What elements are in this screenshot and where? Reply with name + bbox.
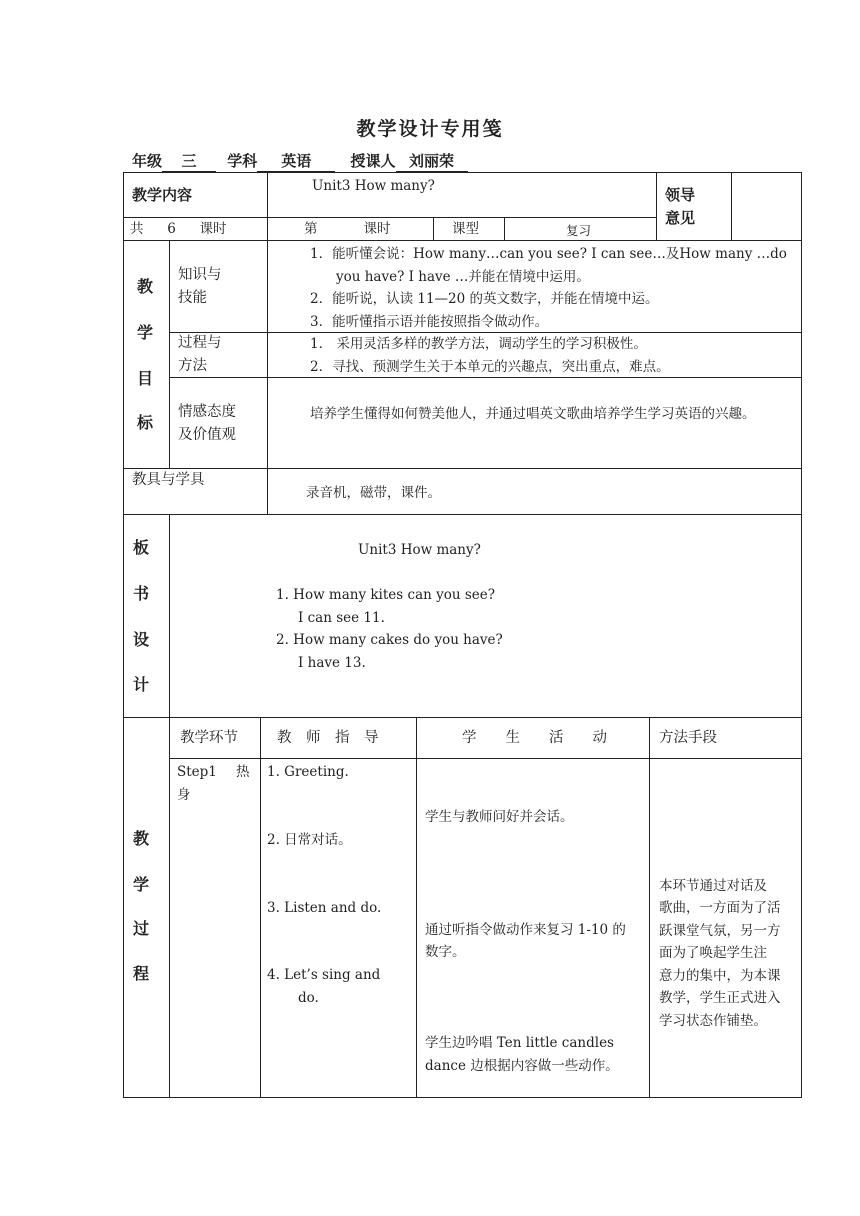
type-label: 课型: [452, 221, 479, 237]
student-activity-3a: 学生边吟唱 Ten little candles: [425, 1035, 614, 1051]
total-value: 6: [144, 218, 200, 241]
board-line-1: 1. How many kites can you see?: [276, 587, 495, 603]
process-label-2: 方法: [178, 358, 207, 374]
nth-hour: [304, 218, 391, 241]
col-header-teacher: 教 师 指 导: [277, 730, 379, 746]
nth-suffix: 课时: [363, 221, 391, 237]
type-value: 复习: [566, 223, 592, 238]
attitude-label-1: 情感态度: [178, 404, 236, 420]
knowledge-item-1: 1．能听懂会说：How many…can you see? I can see…及How many …do: [310, 246, 787, 262]
knowledge-item-1b: you have? I have …并能在情境中运用。: [336, 269, 590, 285]
step-label-2: 热: [236, 764, 250, 780]
attitude-text: 培养学生懂得如何赞美他人，并通过唱英文歌曲培养学生学习英语的兴趣。: [310, 406, 756, 422]
process-label-1: 过程与: [178, 335, 222, 351]
process-item-2: 2．寻找、预测学生关于本单元的兴趣点，突出重点，难点。: [310, 359, 670, 375]
col-header-stage: 教学环节: [180, 730, 238, 746]
board-line-2: I can see 11.: [298, 610, 385, 626]
header-row: [132, 150, 468, 172]
process-side-4: 程: [133, 964, 150, 983]
process-side-3: 过: [133, 919, 150, 938]
nth-prefix: 第: [304, 221, 318, 237]
total-hours: [130, 218, 227, 241]
goals-side-4: 标: [137, 413, 154, 432]
goals-side-3: 目: [137, 369, 154, 388]
total-prefix: 共: [130, 221, 144, 237]
knowledge-item-3: 3．能听懂指示语并能按照指令做动作。: [310, 314, 549, 330]
subject-label: 学科: [227, 152, 258, 170]
nth-value: [318, 218, 364, 241]
page-title: 教学设计专用笺: [356, 118, 504, 140]
teacher-value: 刘丽荣: [396, 150, 468, 172]
knowledge-label-1: 知识与: [178, 267, 222, 283]
tools-value: 录音机，磁带，课件。: [306, 485, 441, 501]
method-line-5: 意力的集中，为本课: [659, 968, 781, 984]
teacher-item-3: 3. Listen and do.: [267, 900, 382, 916]
process-side-1: 教: [133, 829, 150, 848]
teacher-item-4b: do.: [298, 990, 319, 1006]
teacher-item-4: 4. Let’s sing and: [267, 967, 381, 983]
step-label-3: 身: [177, 787, 191, 803]
board-line-3: 2. How many cakes do you have?: [276, 632, 503, 648]
method-line-4: 面为了唤起学生注: [659, 945, 767, 961]
attitude-label-2: 及价值观: [178, 427, 236, 443]
knowledge-label-2: 技能: [178, 290, 207, 306]
student-activity-1: 学生与教师问好并会话。: [425, 809, 574, 825]
method-line-7: 学习状态作铺垫。: [659, 1013, 767, 1029]
board-side-1: 板: [133, 538, 150, 557]
board-side-2: 书: [133, 584, 150, 603]
grade-value: 三: [162, 150, 216, 172]
student-activity-2b: 数字。: [425, 944, 466, 960]
student-activity-2a: 通过听指令做动作来复习 1-10 的: [425, 922, 626, 938]
teacher-label: 授课人: [350, 152, 396, 170]
board-line-4: I have 13.: [298, 655, 366, 671]
method-line-3: 跃课堂气氛，另一方: [659, 923, 781, 939]
method-line-2: 歌曲，一方面为了活: [659, 900, 781, 916]
goals-side-2: 学: [137, 323, 154, 342]
col-header-method: 方法手段: [659, 730, 717, 746]
method-line-1: 本环节通过对话及: [659, 878, 767, 894]
step-label: Step1: [177, 764, 217, 780]
board-side-3: 设: [133, 630, 150, 649]
grade-label: 年级: [132, 152, 163, 170]
student-activity-3b: dance 边根据内容做一些动作。: [425, 1058, 619, 1074]
board-title: Unit3 How many?: [358, 542, 481, 558]
content-label: 教学内容: [132, 186, 193, 204]
total-suffix: 课时: [199, 221, 227, 237]
process-side-2: 学: [133, 875, 150, 894]
goals-side-1: 教: [137, 277, 154, 296]
content-value: Unit3 How many?: [312, 178, 435, 194]
col-header-student: 学 生 活 动: [462, 730, 607, 746]
tools-label: 教具与学具: [132, 472, 205, 488]
teacher-item-2: 2. 日常对话。: [267, 832, 352, 848]
teacher-item-1: 1. Greeting.: [267, 764, 349, 780]
board-side-4: 计: [133, 675, 150, 694]
knowledge-item-2: 2．能听说，认读 11—20 的英文数字，并能在情境中运。: [310, 291, 659, 307]
leader-label-1: 领导: [665, 186, 696, 204]
method-line-6: 教学，学生正式进入: [659, 990, 781, 1006]
process-item-1: 1． 采用灵活多样的教学方法，调动学生的学习积极性。: [310, 336, 647, 352]
subject-value: 英语: [257, 150, 335, 172]
leader-label-2: 意见: [665, 209, 696, 227]
